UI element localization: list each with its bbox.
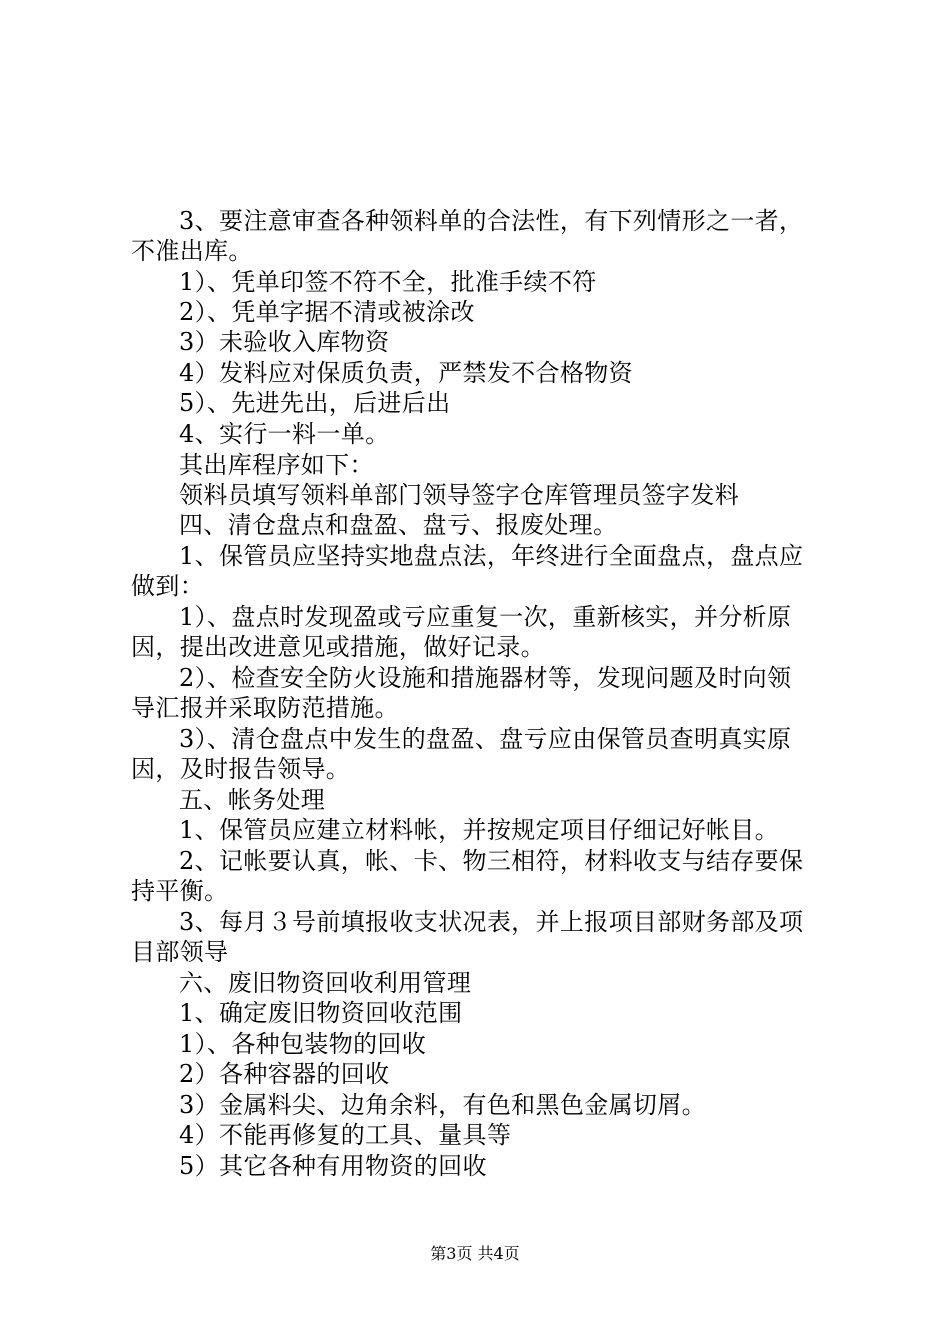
paragraph-line: 导汇报并采取防范措施。 (131, 694, 399, 722)
paragraph-line: 1）、凭单印签不符不全，批准手续不符 (179, 268, 597, 296)
paragraph-line: 4、实行一料一单。 (179, 420, 390, 448)
paragraph-line: 5）、先进先出，后进后出 (179, 389, 451, 417)
paragraph-line: 2）各种容器的回收 (179, 1060, 390, 1088)
paragraph-line: 1、保管员应建立材料帐，并按规定项目仔细记好帐目。 (179, 816, 780, 844)
paragraph-line: 2、记帐要认真，帐、卡、物三相符，材料收支与结存要保 (179, 847, 804, 875)
paragraph-line: 因，提出改进意见或措施，做好记录。 (131, 633, 545, 661)
paragraph-line: 2）、检查安全防火设施和措施器材等，发现问题及时向领 (179, 664, 792, 692)
section-heading: 六、废旧物资回收利用管理 (179, 969, 472, 997)
paragraph-line: 做到： (131, 572, 205, 600)
paragraph-line: 目部领导 (131, 938, 229, 966)
paragraph-line: 2）、凭单字据不清或被涂改 (179, 298, 475, 326)
paragraph-line: 3）未验收入库物资 (179, 328, 390, 356)
section-heading: 五、帐务处理 (179, 786, 326, 814)
paragraph-line: 持平衡。 (131, 877, 229, 905)
paragraph-line: 4）发料应对保质负责，严禁发不合格物资 (179, 359, 633, 387)
paragraph-line: 其出库程序如下： (179, 451, 374, 479)
paragraph-line: 领料员填写领料单部门领导签字仓库管理员签字发料 (179, 481, 740, 509)
paragraph-line: 1）、盘点时发现盈或亏应重复一次，重新核实，并分析原 (179, 603, 792, 631)
paragraph-line: 5）其它各种有用物资的回收 (179, 1152, 487, 1180)
page-number-label: 第3页 共4页 (430, 1244, 520, 1263)
section-heading: 四、清仓盘点和盘盈、盘亏、报废处理。 (179, 511, 618, 539)
paragraph-line: 3）、清仓盘点中发生的盘盈、盘亏应由保管员查明真实原 (179, 725, 792, 753)
paragraph-line: 3、要注意审查各种领料单的合法性，有下列情形之一者， (179, 207, 804, 235)
page-footer (0, 1244, 950, 1264)
paragraph-line: 不准出库。 (131, 237, 253, 265)
paragraph-line: 1）、各种包装物的回收 (179, 1030, 427, 1058)
paragraph-line: 3）金属料尖、边角余料，有色和黑色金属切屑。 (179, 1091, 706, 1119)
paragraph-line: 4）不能再修复的工具、量具等 (179, 1121, 512, 1149)
paragraph-line: 3、每月３号前填报收支状况表，并上报项目部财务部及项 (179, 908, 804, 936)
paragraph-line: 因，及时报告领导。 (131, 755, 351, 783)
paragraph-line: 1、保管员应坚持实地盘点法，年终进行全面盘点，盘点应 (179, 542, 804, 570)
paragraph-line: 1、确定废旧物资回收范围 (179, 999, 463, 1027)
